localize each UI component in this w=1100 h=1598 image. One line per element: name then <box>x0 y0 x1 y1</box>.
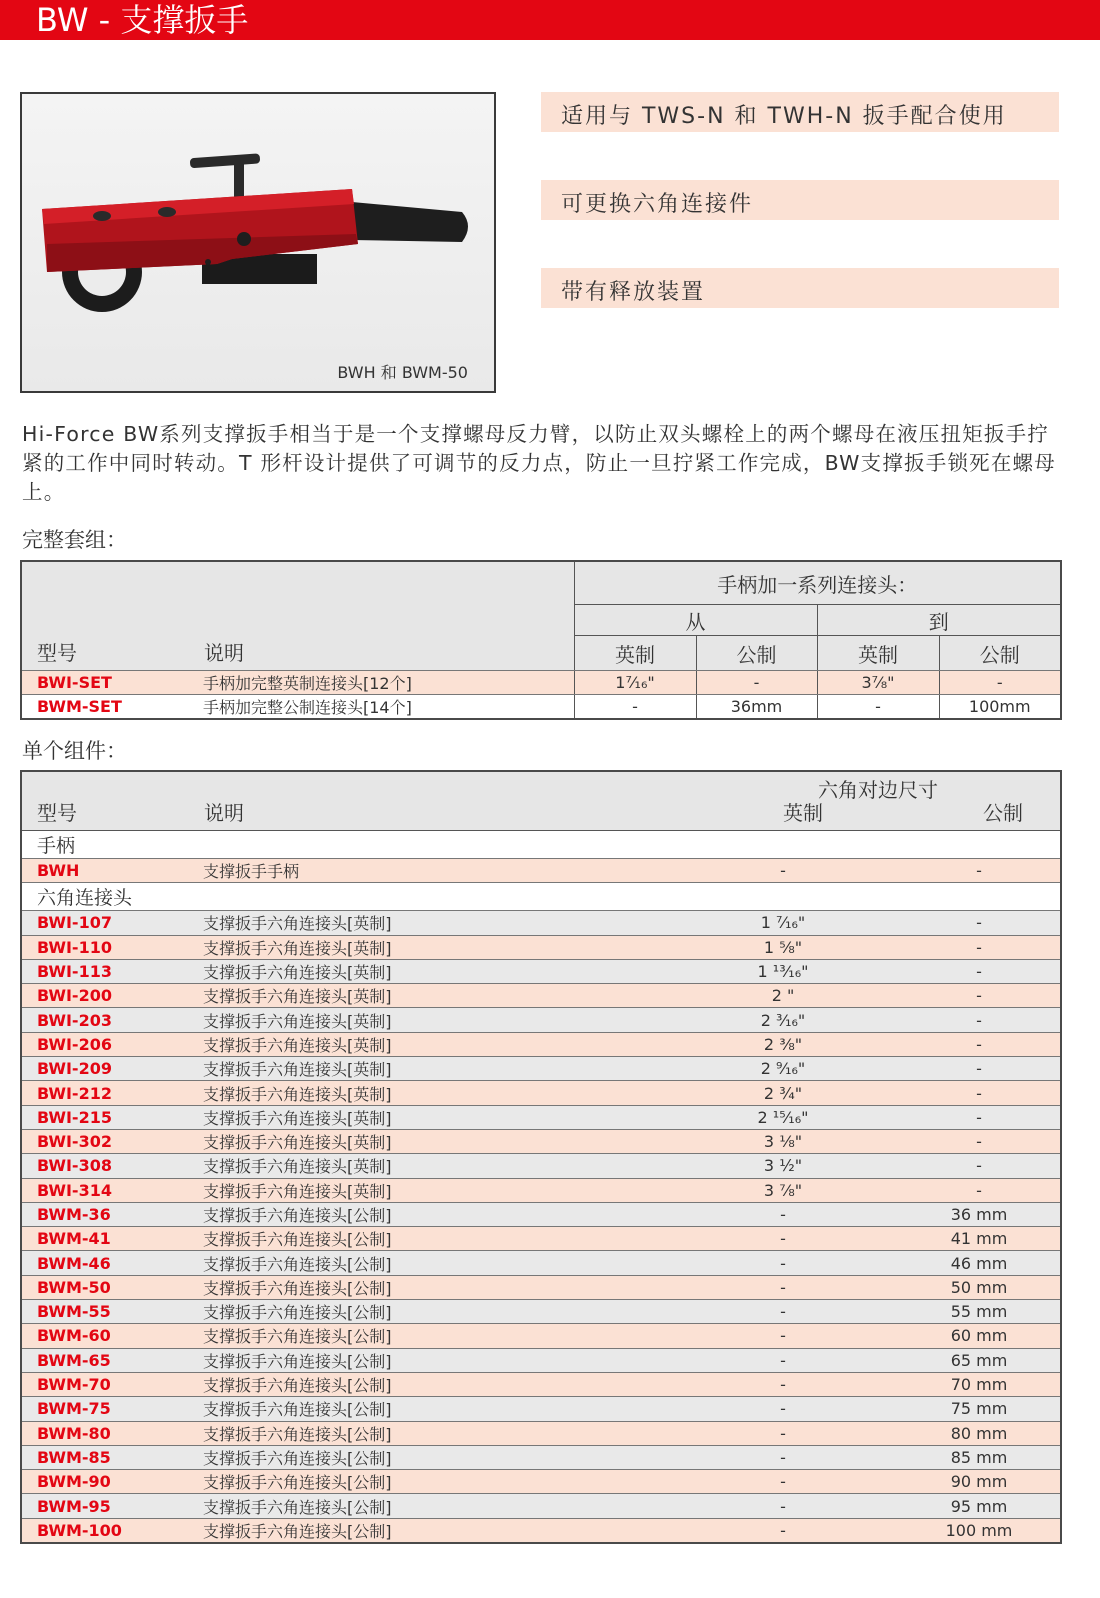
desc-cell: 支撑扳手手柄 <box>188 859 668 883</box>
desc-cell: 支撑扳手六角连接头[英制] <box>188 1057 668 1081</box>
model-cell: BWI-107 <box>21 911 188 935</box>
metric-cell: - <box>898 1154 1061 1178</box>
model-cell: BWM-60 <box>21 1324 188 1348</box>
to-imperial-cell: - <box>817 695 939 720</box>
model-cell: BWM-41 <box>21 1227 188 1251</box>
imperial-cell: - <box>668 1470 898 1494</box>
imperial-cell: 3 ⅛" <box>668 1129 898 1153</box>
desc-cell: 支撑扳手六角连接头[英制] <box>188 1008 668 1032</box>
desc-cell: 支撑扳手六角连接头[公制] <box>188 1421 668 1445</box>
metric-cell: - <box>898 984 1061 1008</box>
desc-cell: 支撑扳手六角连接头[公制] <box>188 1372 668 1396</box>
hex-rows <box>21 911 1061 1543</box>
imperial-cell: - <box>668 1494 898 1518</box>
table-row <box>21 911 1061 935</box>
model-cell: BWI-113 <box>21 959 188 983</box>
desc-cell: 支撑扳手六角连接头[英制] <box>188 1105 668 1129</box>
table-row <box>21 1081 1061 1105</box>
table-row <box>21 1470 1061 1494</box>
imperial-cell: - <box>668 1372 898 1396</box>
table-row <box>21 1421 1061 1445</box>
wrench-illustration <box>22 94 494 391</box>
metric-cell: 75 mm <box>898 1397 1061 1421</box>
from-metric-cell: 36mm <box>696 695 817 720</box>
metric-cell: 41 mm <box>898 1227 1061 1251</box>
table-row <box>21 1275 1061 1299</box>
table-row <box>21 1032 1061 1056</box>
col-imperial-header: 英制 <box>574 636 696 671</box>
imperial-cell: 1 ¹³⁄₁₆" <box>668 959 898 983</box>
model-cell: BWM-36 <box>21 1202 188 1226</box>
col-group-header: 手柄加一系列连接头： <box>574 561 1061 605</box>
imperial-cell: - <box>668 1251 898 1275</box>
table-row <box>21 1324 1061 1348</box>
table-row <box>21 1494 1061 1518</box>
desc-cell: 支撑扳手六角连接头[公制] <box>188 1227 668 1251</box>
desc-cell: 支撑扳手六角连接头[英制] <box>188 1178 668 1202</box>
desc-cell: 支撑扳手六角连接头[公制] <box>188 1251 668 1275</box>
imperial-cell: - <box>668 1227 898 1251</box>
metric-cell: - <box>898 1129 1061 1153</box>
table-row <box>21 935 1061 959</box>
table-row <box>21 1372 1061 1396</box>
metric-cell: - <box>898 959 1061 983</box>
single-section-label: 单个组件： <box>22 739 127 763</box>
desc-cell: 支撑扳手六角连接头[公制] <box>188 1397 668 1421</box>
imperial-cell: 2 ¾" <box>668 1081 898 1105</box>
metric-cell: 85 mm <box>898 1445 1061 1469</box>
desc-cell: 手柄加完整公制连接头[14个] <box>203 698 412 717</box>
table-row <box>21 1105 1061 1129</box>
photo-caption: BWH 和 BWM-50 <box>337 363 468 382</box>
model-cell: BWM-85 <box>21 1445 188 1469</box>
table-row <box>21 1251 1061 1275</box>
imperial-cell: - <box>668 1300 898 1324</box>
model-cell: BWM-SET <box>37 697 122 716</box>
page-title: BW - 支撑扳手 <box>36 1 249 39</box>
table-row <box>21 1202 1061 1226</box>
col-imperial-header: 英制 <box>783 801 823 825</box>
table-row <box>21 1445 1061 1469</box>
col-desc-header: 说明 <box>204 641 244 665</box>
model-cell: BWM-80 <box>21 1421 188 1445</box>
col-to-header: 到 <box>817 605 1061 636</box>
metric-cell: - <box>898 1178 1061 1202</box>
desc-cell: 支撑扳手六角连接头[公制] <box>188 1470 668 1494</box>
table-row <box>21 1518 1061 1543</box>
model-cell: BWI-209 <box>21 1057 188 1081</box>
metric-cell: 95 mm <box>898 1494 1061 1518</box>
desc-cell: 手柄加完整英制连接头[12个] <box>188 671 574 695</box>
desc-cell: 支撑扳手六角连接头[公制] <box>203 1521 392 1541</box>
desc-cell: 支撑扳手六角连接头[英制] <box>188 1129 668 1153</box>
group-row <box>21 883 1061 911</box>
model-cell: BWI-110 <box>21 935 188 959</box>
model-cell: BWM-55 <box>21 1300 188 1324</box>
imperial-cell: 2 ⁹⁄₁₆" <box>668 1057 898 1081</box>
group-row <box>21 831 1061 859</box>
model-cell: BWI-212 <box>21 1081 188 1105</box>
col-model-header: 型号 <box>37 801 77 825</box>
model-cell: BWI-302 <box>21 1129 188 1153</box>
col-model-header: 型号 <box>37 641 77 665</box>
imperial-cell: 1 ⅝" <box>668 935 898 959</box>
desc-cell: 支撑扳手六角连接头[英制] <box>188 1081 668 1105</box>
table-row <box>21 671 1061 695</box>
to-imperial-cell: 3⁷⁄₈" <box>817 671 939 695</box>
model-cell: BWM-100 <box>37 1520 122 1540</box>
col-desc-header: 说明 <box>204 801 244 825</box>
imperial-cell: 3 ⅞" <box>668 1178 898 1202</box>
imperial-cell: - <box>668 1397 898 1421</box>
desc-cell: 支撑扳手六角连接头[公制] <box>188 1445 668 1469</box>
feature-box <box>541 268 1059 308</box>
model-cell: BWI-206 <box>21 1032 188 1056</box>
from-metric-cell: - <box>696 671 817 695</box>
desc-cell: 支撑扳手六角连接头[公制] <box>188 1202 668 1226</box>
desc-cell: 支撑扳手六角连接头[公制] <box>188 1494 668 1518</box>
imperial-cell: 2 " <box>668 984 898 1008</box>
feature-box <box>541 180 1059 220</box>
table-row <box>21 959 1061 983</box>
imperial-cell: - <box>668 1421 898 1445</box>
col-imperial-header: 英制 <box>817 636 939 671</box>
metric-cell: 60 mm <box>898 1324 1061 1348</box>
table-row <box>21 1057 1061 1081</box>
model-cell: BWM-90 <box>21 1470 188 1494</box>
desc-cell: 支撑扳手六角连接头[英制] <box>188 1154 668 1178</box>
from-imperial-cell: - <box>574 695 696 720</box>
table-row <box>21 1008 1061 1032</box>
imperial-cell: - <box>780 1520 786 1540</box>
table-row <box>21 1227 1061 1251</box>
to-metric-cell: 100mm <box>939 695 1061 720</box>
model-cell: BWI-203 <box>21 1008 188 1032</box>
col-metric-header: 公制 <box>939 636 1061 671</box>
feature-box <box>541 92 1059 132</box>
metric-cell: - <box>898 935 1061 959</box>
components-table <box>20 770 1062 1544</box>
desc-cell: 支撑扳手六角连接头[公制] <box>188 1300 668 1324</box>
table-row <box>21 1348 1061 1372</box>
imperial-cell: 1 ⁷⁄₁₆" <box>668 911 898 935</box>
table-row <box>21 1129 1061 1153</box>
table-row <box>21 695 1061 720</box>
col-metric-header: 公制 <box>983 801 1023 825</box>
from-imperial-cell: 1⁷⁄₁₆" <box>574 671 696 695</box>
set-table <box>20 560 1062 720</box>
table-row <box>21 1154 1061 1178</box>
metric-cell: 55 mm <box>898 1300 1061 1324</box>
metric-cell: - <box>898 1081 1061 1105</box>
imperial-cell: 2 ⅜" <box>668 1032 898 1056</box>
table-row <box>21 859 1061 883</box>
imperial-cell: 3 ½" <box>668 1154 898 1178</box>
model-cell: BWI-308 <box>21 1154 188 1178</box>
col-from-header: 从 <box>574 605 817 636</box>
metric-cell: 46 mm <box>898 1251 1061 1275</box>
desc-cell: 支撑扳手六角连接头[公制] <box>188 1348 668 1372</box>
model-cell: BWI-SET <box>21 671 188 695</box>
metric-cell: - <box>898 1008 1061 1032</box>
metric-cell: 65 mm <box>898 1348 1061 1372</box>
desc-cell: 支撑扳手六角连接头[英制] <box>188 1032 668 1056</box>
desc-cell: 支撑扳手六角连接头[公制] <box>188 1324 668 1348</box>
metric-cell: 80 mm <box>898 1421 1061 1445</box>
product-photo <box>20 92 496 393</box>
imperial-cell: - <box>668 1445 898 1469</box>
feature-text: 可更换六角连接件 <box>561 192 754 217</box>
table-row <box>21 984 1061 1008</box>
metric-cell: - <box>898 1057 1061 1081</box>
metric-cell: 90 mm <box>898 1470 1061 1494</box>
model-cell: BWM-50 <box>21 1275 188 1299</box>
feature-text: 带有释放装置 <box>561 280 706 305</box>
feature-text: 适用与 TWS-N 和 TWH-N 扳手配合使用 <box>561 104 1007 129</box>
model-cell: BWM-70 <box>21 1372 188 1396</box>
metric-cell: - <box>898 1032 1061 1056</box>
metric-cell: - <box>898 1105 1061 1129</box>
imperial-cell: - <box>668 1324 898 1348</box>
set-section-label: 完整套组： <box>22 528 127 552</box>
col-metric-header: 公制 <box>696 636 817 671</box>
imperial-cell: - <box>668 859 898 883</box>
imperial-cell: 2 ¹⁵⁄₁₆" <box>668 1105 898 1129</box>
metric-cell: - <box>898 911 1061 935</box>
metric-cell: 50 mm <box>898 1275 1061 1299</box>
group-label: 六角连接头 <box>21 883 1061 911</box>
imperial-cell: - <box>668 1202 898 1226</box>
metric-cell: - <box>898 859 1061 883</box>
group-label: 手柄 <box>21 831 1061 859</box>
model-cell: BWM-95 <box>21 1494 188 1518</box>
metric-cell: 70 mm <box>898 1372 1061 1396</box>
desc-cell: 支撑扳手六角连接头[英制] <box>188 935 668 959</box>
model-cell: BWM-46 <box>21 1251 188 1275</box>
desc-cell: 支撑扳手六角连接头[英制] <box>188 984 668 1008</box>
desc-cell: 支撑扳手六角连接头[公制] <box>188 1275 668 1299</box>
model-cell: BWI-314 <box>21 1178 188 1202</box>
table-row <box>21 1397 1061 1421</box>
model-cell: BWH <box>21 859 188 883</box>
table-row <box>21 1300 1061 1324</box>
metric-cell: 36 mm <box>898 1202 1061 1226</box>
metric-cell: 100 mm <box>945 1520 1013 1540</box>
desc-cell: 支撑扳手六角连接头[英制] <box>188 911 668 935</box>
imperial-cell: - <box>668 1275 898 1299</box>
table-row <box>21 1178 1061 1202</box>
col-group-header: 六角对边尺寸 <box>818 778 938 802</box>
imperial-cell: 2 ³⁄₁₆" <box>668 1008 898 1032</box>
model-cell: BWM-75 <box>21 1397 188 1421</box>
imperial-cell: - <box>668 1348 898 1372</box>
model-cell: BWI-200 <box>21 984 188 1008</box>
model-cell: BWI-215 <box>21 1105 188 1129</box>
model-cell: BWM-65 <box>21 1348 188 1372</box>
to-metric-cell: - <box>939 671 1061 695</box>
intro-paragraph: Hi-Force BW系列支撑扳手相当于是一个支撑螺母反力臂，以防止双头螺栓上的两个螺母在液压扭矩扳手拧紧的工作中同时转动。T 形杆设计提供了可调节的反力点，防止一旦拧紧工作完成，BW支撑扳手锁死在螺母上。 <box>22 422 1056 504</box>
desc-cell: 支撑扳手六角连接头[英制] <box>188 959 668 983</box>
